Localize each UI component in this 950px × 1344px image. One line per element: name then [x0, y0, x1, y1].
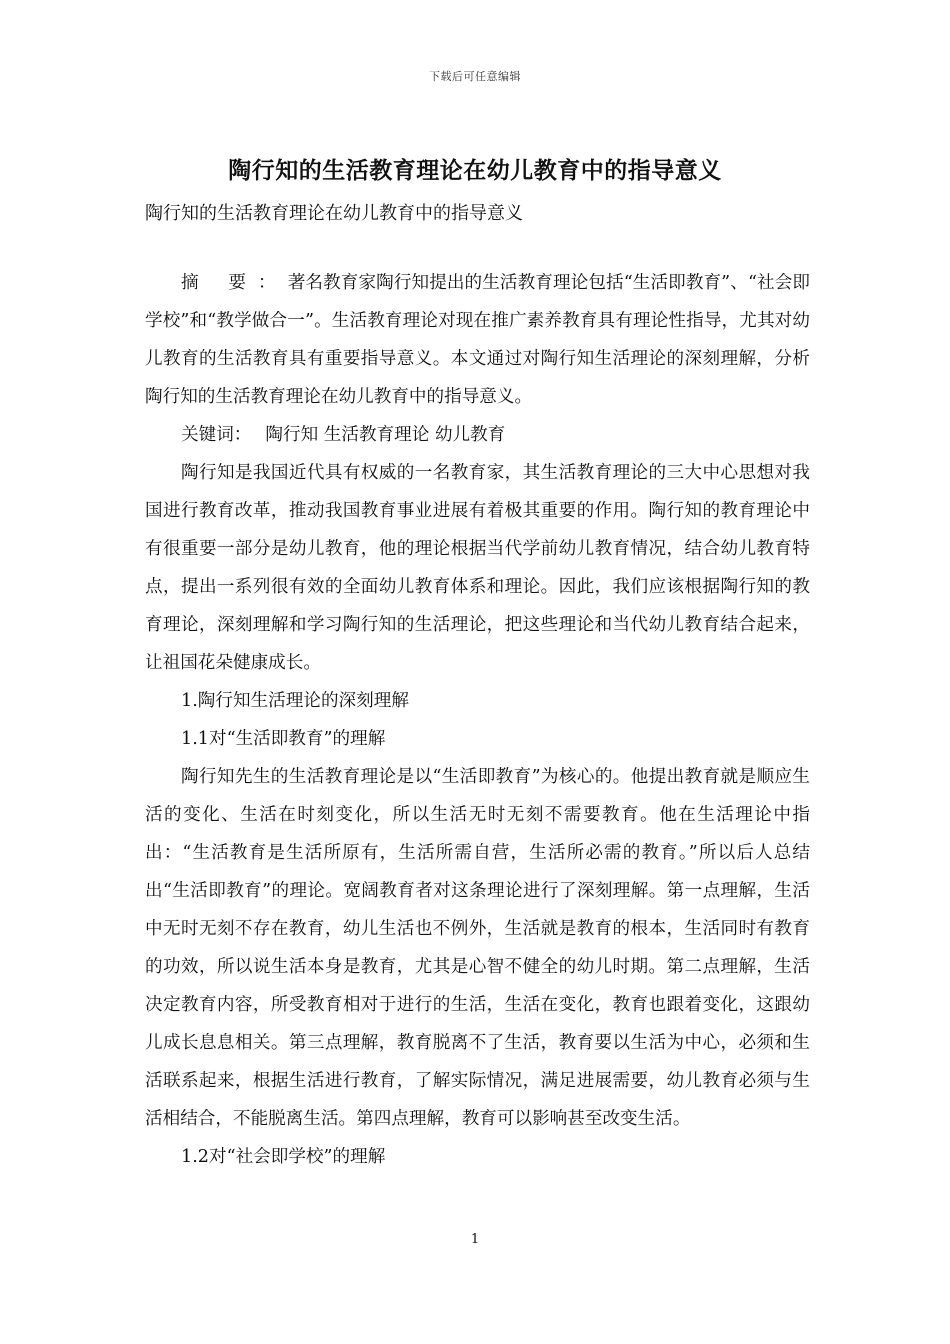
body-paragraph: 陶行知先生的生活教育理论是以“生活即教育”为核心的。他提出教育就是顺应生活的变化、生活在时刻变化，所以生活无时无刻不需要教育。他在生活理论中指出：“生活教育是生活所原有，生活所需自营，生活所必需的教育。”所以后人总结出“生活即教育”的理论。宽阔教育者对这条理论进行了深刻理解。第一点理解，生活中无时无刻不存在教育，幼儿生活也不例外，生活就是教育的根本，生活同时有教育的功效，所以说生活本身是教育，尤其是心智不健全的幼儿时期。第二点理解，生活决定教育内容，所受教育相对于进行的生活，生活在变化，教育也跟着变化，这跟幼儿成长息息相关。第三点理解，教育脱离不了生活，教育要以生活为中心，必须和生活联系起来，根据生活进行教育，了解实际情况，满足进展需要，幼儿教育必须与生活相结合，不能脱离生活。第四点理解，教育可以影响甚至改变生活。: [145, 767, 810, 1129]
abstract-label: 摘 要：: [181, 273, 288, 293]
subsection-heading: 1.2对“社会即学校”的理解: [181, 1147, 386, 1167]
section-heading: 1.陶行知生活理论的深刻理解: [181, 691, 409, 711]
document-title: 陶行知的生活教育理论在幼儿教育中的指导意义: [228, 157, 722, 184]
header-note: 下载后可任意编辑: [429, 70, 521, 83]
page-number: 1: [470, 1232, 480, 1247]
document-subtitle: 陶行知的生活教育理论在幼儿教育中的指导意义: [145, 203, 523, 224]
keyword: 陶行知: [265, 425, 319, 445]
keyword: 幼儿教育: [434, 425, 506, 445]
keywords-label: 关键词：: [181, 425, 252, 445]
document-body: [145, 264, 810, 1176]
subsection-heading: 1.1对“生活即教育”的理解: [181, 729, 386, 749]
keywords-line: [145, 416, 810, 454]
intro-paragraph: 陶行知是我国近代具有权威的一名教育家，其生活教育理论的三大中心思想对我国进行教育改革，推动我国教育事业进展有着极其重要的作用。陶行知的教育理论中有很重要一部分是幼儿教育，他的理论根据当代学前幼儿教育情况，结合幼儿教育特点，提出一系列很有效的全面幼儿教育体系和理论。因此，我们应该根据陶行知的教育理论，深刻理解和学习陶行知的生活理论，把这些理论和当代幼儿教育结合起来，让祖国花朵健康成长。: [145, 463, 810, 673]
abstract-text: 著名教育家陶行知提出的生活教育理论包括“生活即教育”、“社会即学校”和“教学做合一”。生活教育理论对现在推广素养教育具有理论性指导，尤其对幼儿教育的生活教育具有重要指导意义。本文通过对陶行知生活理论的深刻理解，分析陶行知的生活教育理论在幼儿教育中的指导意义。: [145, 273, 810, 407]
keyword: 生活教育理论: [323, 425, 430, 445]
abstract-paragraph: [145, 264, 810, 416]
